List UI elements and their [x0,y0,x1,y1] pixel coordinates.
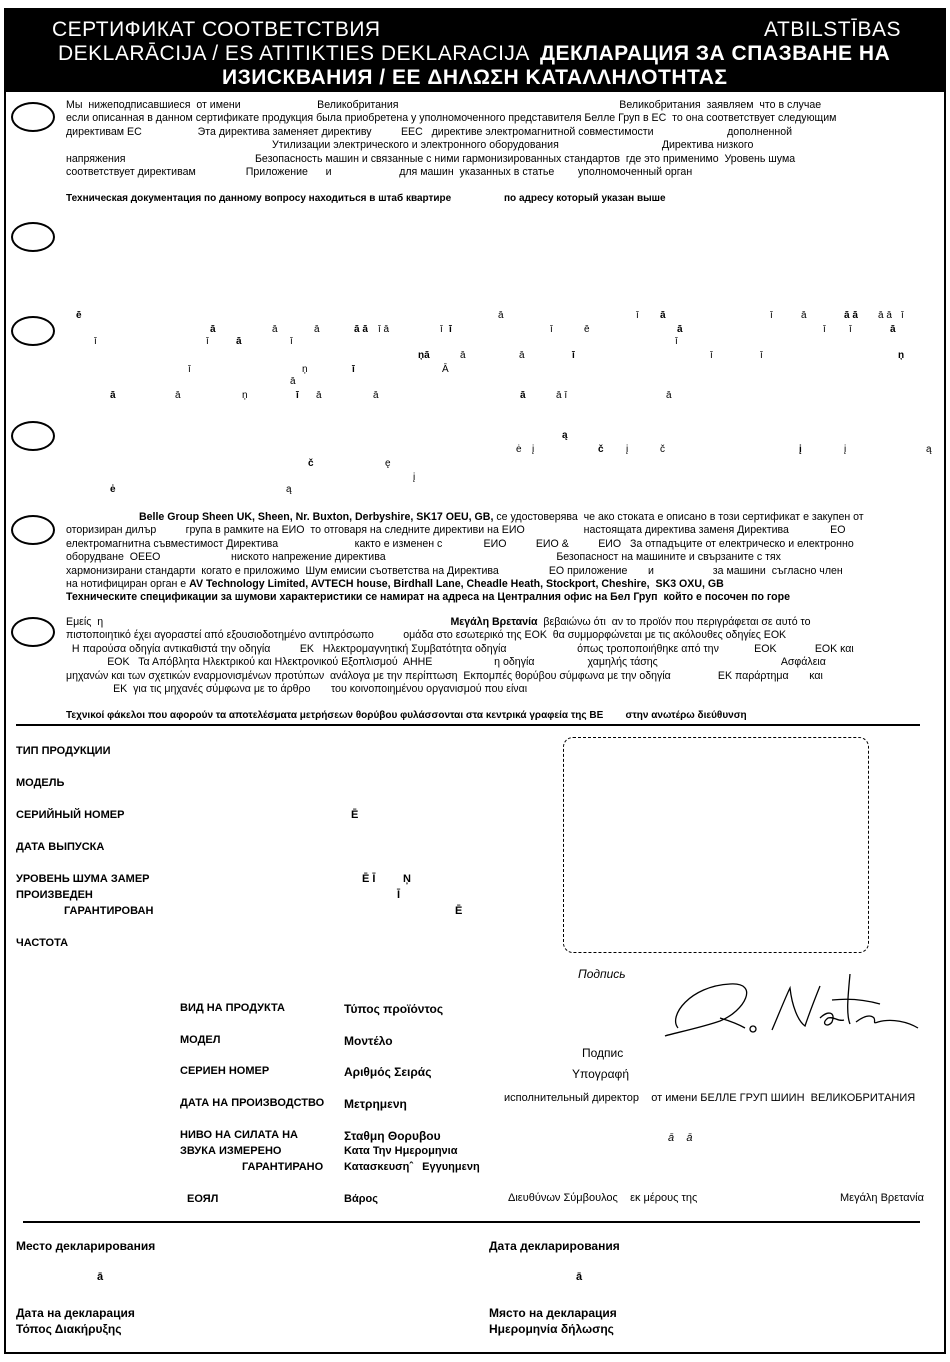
glyph-remnant: ā [677,324,683,335]
glyph-remnant: ī [901,310,904,321]
glyph-remnant: ī [636,310,639,321]
glyph-remnant: ā [666,390,672,401]
glyph-remnant: į [626,444,629,455]
glyph-remnant: ņ [898,350,905,361]
glyph-remnant: ā [236,336,242,347]
glyph-remnant: ē [76,310,82,321]
footer-date-ru: Дата декларирования [489,1239,620,1253]
binder-hole-2 [11,222,55,252]
header-title-gr: ИЗИСКВАНИЯ / ЕЕ ΔΗΛΩΣΗ ΚΑΤΑΛΛΗΛΟΤΗΤΑΣ [222,66,728,89]
footer-mark-left: ā [97,1271,104,1283]
header-title-lt: DEKLARĀCIJA / ES ATITIKTIES DEKLARACIJA [58,42,530,65]
header-banner [6,10,944,92]
glyph-remnant: ī ā [378,324,390,335]
glyph-remnant: ī [770,310,773,321]
signature-label-gr: Υπογραφή [572,1067,630,1081]
field-noise-produced: ПРОИЗВЕДЕН [16,889,93,901]
field-release-date: ДАТА ВЫПУСКА [16,841,105,853]
bg-company: Belle Group Sheen UK, Sheen, Nr. Buxton, Derbyshire, SK17 OEU, GB, [139,511,494,523]
bg-line: оборудване ОЕЕО ниското напрежение директива Безопасност на машините и свързаните с тях [66,551,781,564]
glyph-remnant: ā [520,390,526,401]
signatory-gr: Διευθύνων Σύμβουλος εκ μέρους της [508,1192,698,1204]
glyph-remnant: ņā [418,350,430,361]
glyph-remnant: ā [460,350,466,361]
glyph-remnant: ā [801,310,807,321]
glyph-remnant: ī [94,336,97,347]
glyph-remnant: č [598,444,604,455]
footer-place-gr: Τόπος Διακήρυξης [16,1322,122,1336]
divider-bottom [23,1221,920,1223]
field-gr-noise-1: Σταθμη Θορυβου [344,1129,441,1143]
glyph-remnant: ā [498,310,504,321]
ru-line: напряжения Безопасность машин и связанные с ними гармонизированных стандартов где это применимо Уровень шума [66,152,796,165]
greek-declaration [66,616,936,696]
field-model: МОДЕЛЬ [16,777,65,789]
glyph-remnant: ė [516,444,522,455]
divider-top [16,724,920,726]
glyph-remnant: ī [760,350,763,361]
bg-line: на нотифициран орган е [66,578,190,591]
header-title-ru: СЕРТИФИКАТ СООТВЕТСТВИЯ [52,18,381,41]
glyph-remnant: ā [519,350,525,361]
glyph-remnant: ī [188,364,191,375]
glyph-remnant: ā [272,324,278,335]
glyph-remnant: ī [550,324,553,335]
glyph-remnant: ā [314,324,320,335]
glyph-remnant: ī [296,390,299,401]
noise-guaranteed-mark: Ē [455,905,463,917]
stamp-box [563,737,869,953]
glyph-remnant: ė [110,484,116,495]
bg-notified-body: AV Technology Limited, AVTECH house, Birdhall Lane, Cheadle Heath, Stockport, Cheshire, SK3 OXU, GB [189,578,724,591]
greek-tech-files-note: Τεχνικοί φάκελοι που αφορούν τα αποτελέσματα μετρήσεων θορύβου φυλάσσονται στα κεντρικά γραφεία της ΒΕ στην ανωτέρω διεύθυνση [66,710,747,721]
gr-line: ΕΟΚ Τα Απόβλητα Ηλεκτρικού και Ηλεκτρονικού Εξοπλισμού ΑΗΗΕ η οδηγία χαμηλής τάσης Ασφάλεια [66,656,826,669]
glyph-remnant: į [532,444,535,455]
serial-mark: Ē [351,809,359,821]
glyph-remnant: ī [710,350,713,361]
glyph-remnant: ā ā [844,310,858,321]
field-gr-date: Μετρημενη [344,1097,407,1111]
signature-label-bg: Подпис [582,1046,624,1060]
gr-line: ΕΚ για τις μηχανές σύμφωνα με το άρθρο του κοινοποιημένου οργανισμού που είναι [66,683,528,696]
field-gr-freq: Βάρος [344,1193,378,1205]
glyph-remnant: ā [210,324,216,335]
glyph-remnant: ā [175,390,181,401]
glyph-remnant: ī [352,364,355,375]
field-bg-noise-2: ЗВУКА ИЗМЕРЕНО [180,1145,282,1157]
bg-tech-specs-note: Техническите спецификации за шумови характеристики се намират на адреса на Централния офис на Бел Груп който е посочен по горе [66,591,791,604]
field-bg-noise-3: ГАРАНТИРАНО [242,1161,324,1173]
glyph-remnant: ā [890,324,896,335]
bg-line: оторизиран дилър група в рамките на ЕИО то отговаря на следните директиви на ЕИО настоящата директива заменя Директива ЕО [66,524,846,537]
glyph-remnant: į [844,444,847,455]
gr-line: Εμείς η [66,616,451,628]
russian-declaration [66,99,936,179]
header-title-lv: ATBILSTĪBAS [764,18,901,41]
binder-hole-4 [11,421,55,451]
field-bg-model: МОДЕЛ [180,1034,221,1046]
russian-tech-docs-note: Техническая документация по данному вопросу находиться в штаб квартире по адресу который указан выше [66,193,666,204]
header-title-bg: ДЕКЛАРАЦИЯ ЗА СПАЗВАНЕ НА [540,42,891,65]
glyph-remnant: ā ā [354,324,368,335]
field-gr-noise-2: Κατα Την Ημερομηνια [344,1145,458,1157]
bg-line: се удостоверява че ако стоката е описано в този сертификат е закупен от [493,511,864,523]
noise-marks: Ē Ī Ņ [362,873,411,885]
glyph-remnant: ņ [302,364,308,375]
field-bg-serial: СЕРИЕН НОМЕР [180,1065,270,1077]
glyph-remnant: ī [849,324,852,335]
glyph-remnant: ī [675,336,678,347]
glyph-remnant: ā [373,390,379,401]
binder-hole-5 [11,515,55,545]
bg-line: електромагнитна съвместимост Директива както е изменен с ЕИО ЕИО & ЕИО За отпадъците от електрическо и електронно [66,537,854,550]
field-gr-noise-3: Κατασκευσηˆ Εγγυημενη [344,1161,480,1173]
binder-hole-3 [11,316,55,346]
field-frequency: ЧАСТОТА [16,937,69,949]
glyph-remnant: ā [110,390,116,401]
glyph-remnant: ā ā [878,310,892,321]
field-gr-product-type: Τύπος προϊόντος [344,1002,444,1016]
gr-country: Μεγάλη Βρετανία [450,616,538,628]
glyph-remnant: į [799,444,802,455]
footer-date-gr: Ημερομηνία δήλωσης [489,1322,614,1336]
glyph-remnant: č [308,458,314,469]
glyph-remnant: ā [290,376,296,387]
field-bg-date: ДАТА НА ПРОИЗВОДСТВО [180,1097,325,1109]
glyph-remnant: ā ī [556,390,568,401]
gr-line: πιστοποιητικό έχει αγοραστεί από εξουσιοδοτημένο αντιπρόσωπο ομάδα στο εσωτερικό της ΕΟΚ θα συμμορφώνεται με τις ακόλουθες οδηγίες ΕΟΚ [66,629,787,642]
signatory-gr-country: Μεγάλη Βρετανία [840,1192,924,1204]
ru-line: Мы нижеподписавшиеся от имени Великобритания Великобритания заявляем что в случае [66,99,822,111]
footer-place-ru: Место декларирования [16,1239,156,1253]
glyph-remnant: ą [926,444,932,455]
glyph-remnant: ą [562,430,568,441]
ru-line: Утилизации электрического и электронного оборудования Директива низкого [66,139,754,152]
footer-place-bg: Място на декларация [489,1306,617,1320]
binder-hole-1 [11,102,55,132]
bg-line: хармонизирани стандарти когато е приложимо Шум емисии съответства на Директива ЕО приложение и за машини съгласно член [66,564,843,577]
glyph-remnant: ā [316,390,322,401]
lithuanian-declaration-remnants [60,430,940,520]
field-noise-guaranteed: ГАРАНТИРОВАН [64,905,154,917]
binder-hole-6 [11,617,55,647]
field-noise-measured: УРОВЕНЬ ШУМА ЗАМЕР [16,873,150,885]
field-bg-freq: ЕОЯЛ [187,1193,219,1205]
glyph-remnant: ī [449,324,452,335]
signatory-ru: исполнительный директор от имени БЕЛЛЕ ГРУП ШИИН ВЕЛИКОБРИТАНИЯ [504,1092,916,1104]
signature-label-ru: Подпись [578,967,626,981]
field-gr-serial: Αριθμός Σειράς [344,1065,432,1079]
footer-date-bg: Дата на декларация [16,1306,135,1320]
glyph-remnant: ī [823,324,826,335]
ru-line: если описанная в данном сертификате продукция была приобретена у уполномоченного представителя Белле Груп в ЕС то она соответствует следующим [66,112,837,125]
signature-image [660,966,922,1056]
glyph-remnant: ī [290,336,293,347]
field-serial-number: СЕРИЙНЫЙ НОМЕР [16,809,125,821]
glyph-remnant: ī [572,350,575,361]
footer-mark-right: ā [576,1271,583,1283]
field-bg-noise-1: НИВО НА СИЛАТА НА [180,1129,298,1141]
glyph-remnant: Ā [442,364,449,375]
gr-line: μηχανών και των σχετικών εναρμονισμένων προτύπων ανάλογα με την περίπτωση Εκπομπές θορύβου σύμφωνα με την οδηγία ΕΚ παράρτημα και [66,669,823,682]
glyph-remnant: ī [440,324,443,335]
latvian-declaration-remnants [60,310,940,400]
noise-produced-mark: Ī [397,889,401,901]
glyph-remnant: ę [385,458,391,469]
field-bg-product-type: ВИД НА ПРОДУКТА [180,1002,285,1014]
signatory-marks: ā ā [668,1132,693,1144]
bulgarian-declaration [66,511,936,605]
glyph-remnant: ā [660,310,666,321]
field-gr-model: Μοντέλο [344,1034,393,1048]
glyph-remnant: ņ [242,390,248,401]
glyph-remnant: į [413,472,416,483]
ru-line: директивам ЕС Эта директива заменяет директиву ЕЕС директиве электромагнитной совместимости дополненной [66,125,793,138]
glyph-remnant: ē [584,324,590,335]
gr-line: βεβαιώνω ότι αν το προϊόν που περιγράφεται σε αυτό το [537,616,811,628]
ru-line: соответствует директивам Приложение и для машин указанных в статье уполномоченный орган [66,166,693,179]
glyph-remnant: ī [206,336,209,347]
gr-line: Η παρούσα οδηγία αντικαθιστά την οδηγία ΕΚ Ηλεκτρομαγνητική Συμβατότητα οδηγία όπως τροποποιήθηκε από την ΕΟΚ ΕΟΚ και [66,642,854,655]
field-product-type: ТИП ПРОДУКЦИИ [16,745,111,757]
glyph-remnant: ą [286,484,292,495]
glyph-remnant: č [660,444,665,455]
